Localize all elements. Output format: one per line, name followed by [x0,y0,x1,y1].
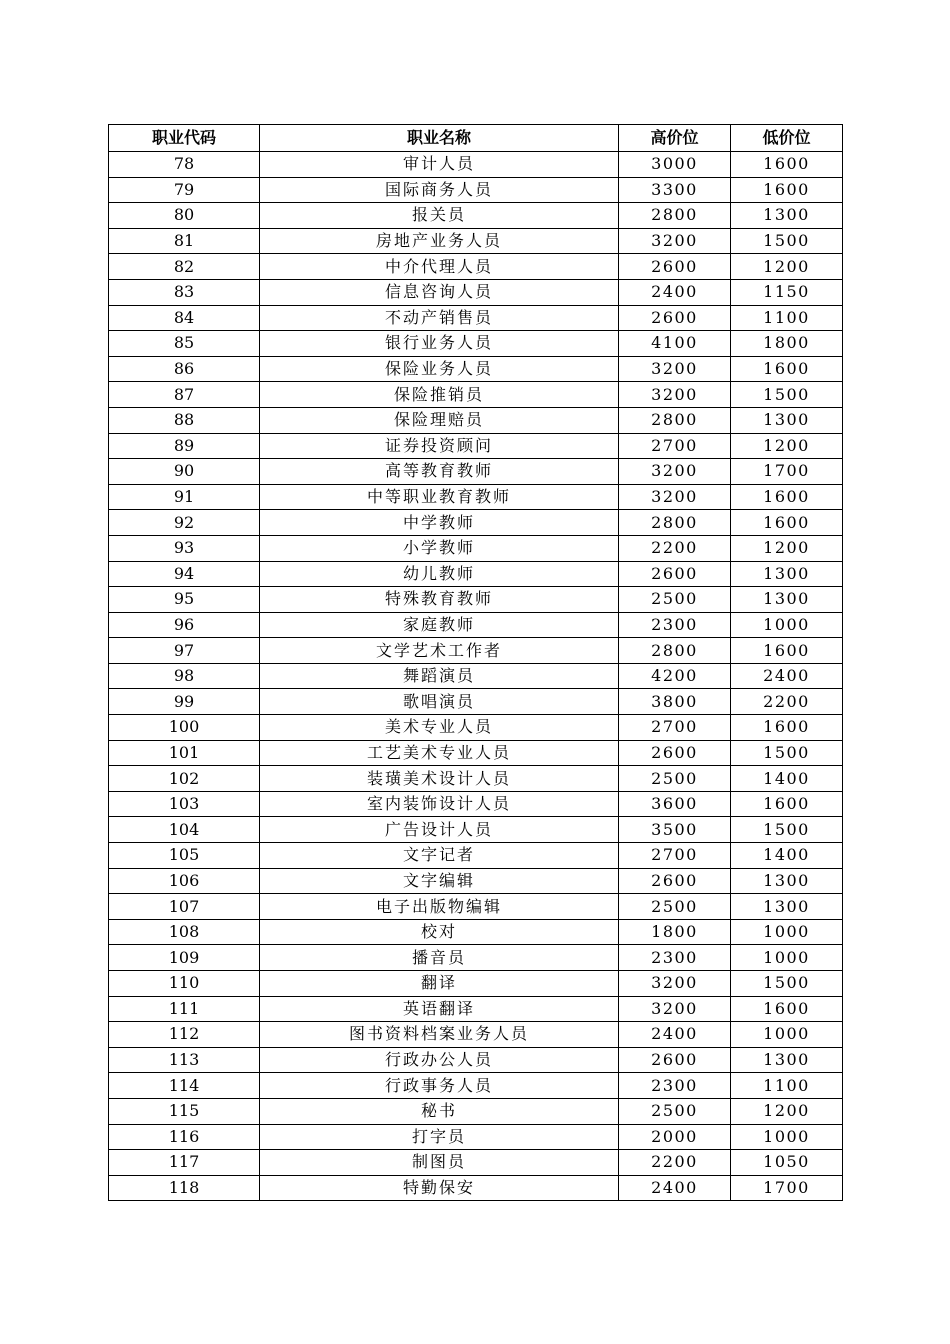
cell-name: 歌唱演员 [260,689,619,715]
cell-high-price: 3000 [619,152,731,178]
cell-high-price: 2600 [619,868,731,894]
cell-name: 制图员 [260,1150,619,1176]
cell-code: 109 [109,945,260,971]
table-row [109,587,843,613]
cell-code: 86 [109,356,260,382]
cell-high-price: 2500 [619,587,731,613]
wage-table [108,124,843,1201]
cell-high-price: 2500 [619,766,731,792]
wage-table-container [108,124,842,1201]
table-row [109,228,843,254]
cell-low-price: 1200 [731,535,843,561]
header-high: 高价位 [619,125,731,152]
table-row [109,1098,843,1124]
cell-code: 104 [109,817,260,843]
cell-high-price: 3800 [619,689,731,715]
cell-name: 信息咨询人员 [260,279,619,305]
cell-high-price: 3600 [619,791,731,817]
cell-low-price: 1500 [731,740,843,766]
header-name: 职业名称 [260,125,619,152]
cell-name: 不动产销售员 [260,305,619,331]
cell-low-price: 1300 [731,407,843,433]
table-row [109,177,843,203]
cell-name: 电子出版物编辑 [260,894,619,920]
cell-high-price: 2600 [619,1047,731,1073]
table-row [109,1150,843,1176]
table-row [109,766,843,792]
cell-code: 81 [109,228,260,254]
cell-high-price: 2700 [619,843,731,869]
cell-high-price: 4200 [619,663,731,689]
table-row [109,356,843,382]
cell-name: 保险推销员 [260,382,619,408]
table-row [109,894,843,920]
cell-low-price: 1300 [731,1047,843,1073]
cell-low-price: 1100 [731,305,843,331]
table-row [109,971,843,997]
cell-high-price: 2400 [619,279,731,305]
cell-code: 114 [109,1073,260,1099]
table-row [109,279,843,305]
cell-high-price: 3200 [619,382,731,408]
cell-name: 广告设计人员 [260,817,619,843]
cell-code: 118 [109,1175,260,1201]
cell-code: 78 [109,152,260,178]
cell-low-price: 1200 [731,254,843,280]
cell-low-price: 1800 [731,331,843,357]
cell-code: 91 [109,484,260,510]
cell-name: 高等教育教师 [260,459,619,485]
cell-high-price: 2500 [619,1098,731,1124]
table-row [109,740,843,766]
cell-name: 文学艺术工作者 [260,638,619,664]
cell-name: 小学教师 [260,535,619,561]
cell-low-price: 1700 [731,1175,843,1201]
cell-high-price: 2300 [619,612,731,638]
table-row [109,868,843,894]
cell-low-price: 1600 [731,715,843,741]
cell-code: 105 [109,843,260,869]
cell-name: 秘书 [260,1098,619,1124]
cell-name: 银行业务人员 [260,331,619,357]
cell-high-price: 3200 [619,971,731,997]
cell-name: 行政办公人员 [260,1047,619,1073]
cell-high-price: 2700 [619,715,731,741]
cell-code: 95 [109,587,260,613]
table-row [109,331,843,357]
cell-code: 84 [109,305,260,331]
cell-code: 82 [109,254,260,280]
table-row [109,1175,843,1201]
cell-name: 装璜美术设计人员 [260,766,619,792]
cell-name: 翻译 [260,971,619,997]
cell-code: 102 [109,766,260,792]
cell-name: 证券投资顾问 [260,433,619,459]
cell-code: 103 [109,791,260,817]
cell-high-price: 2400 [619,1175,731,1201]
cell-name: 中学教师 [260,510,619,536]
header-code: 职业代码 [109,125,260,152]
table-row [109,996,843,1022]
cell-high-price: 2800 [619,407,731,433]
cell-high-price: 2600 [619,740,731,766]
cell-code: 111 [109,996,260,1022]
cell-low-price: 1300 [731,587,843,613]
cell-high-price: 4100 [619,331,731,357]
cell-low-price: 1500 [731,817,843,843]
cell-code: 97 [109,638,260,664]
cell-code: 112 [109,1022,260,1048]
table-row [109,484,843,510]
cell-code: 85 [109,331,260,357]
table-row [109,1047,843,1073]
table-row [109,945,843,971]
cell-code: 88 [109,407,260,433]
cell-low-price: 1600 [731,356,843,382]
header-row [109,125,843,152]
table-row [109,561,843,587]
table-row [109,1073,843,1099]
cell-code: 94 [109,561,260,587]
cell-code: 80 [109,203,260,229]
cell-code: 101 [109,740,260,766]
cell-code: 96 [109,612,260,638]
cell-low-price: 1200 [731,433,843,459]
cell-name: 舞蹈演员 [260,663,619,689]
cell-name: 幼儿教师 [260,561,619,587]
cell-code: 116 [109,1124,260,1150]
cell-low-price: 1000 [731,612,843,638]
table-row [109,919,843,945]
cell-name: 国际商务人员 [260,177,619,203]
cell-low-price: 1400 [731,766,843,792]
cell-name: 室内装饰设计人员 [260,791,619,817]
cell-low-price: 1500 [731,228,843,254]
cell-code: 107 [109,894,260,920]
cell-low-price: 2200 [731,689,843,715]
cell-high-price: 2200 [619,535,731,561]
table-body [109,152,843,1201]
cell-low-price: 1600 [731,177,843,203]
cell-code: 93 [109,535,260,561]
cell-low-price: 1150 [731,279,843,305]
table-header [109,125,843,152]
cell-high-price: 2600 [619,254,731,280]
table-row [109,510,843,536]
cell-code: 106 [109,868,260,894]
cell-code: 92 [109,510,260,536]
cell-low-price: 1000 [731,919,843,945]
cell-low-price: 2400 [731,663,843,689]
cell-low-price: 1600 [731,510,843,536]
cell-high-price: 2200 [619,1150,731,1176]
table-row [109,817,843,843]
cell-high-price: 3500 [619,817,731,843]
cell-low-price: 1600 [731,152,843,178]
cell-name: 播音员 [260,945,619,971]
cell-low-price: 1300 [731,868,843,894]
cell-name: 房地产业务人员 [260,228,619,254]
cell-name: 英语翻译 [260,996,619,1022]
cell-high-price: 2600 [619,305,731,331]
cell-low-price: 1300 [731,894,843,920]
table-row [109,254,843,280]
table-row [109,843,843,869]
cell-name: 工艺美术专业人员 [260,740,619,766]
cell-low-price: 1500 [731,382,843,408]
cell-high-price: 3200 [619,996,731,1022]
table-row [109,305,843,331]
cell-high-price: 3200 [619,356,731,382]
cell-high-price: 3200 [619,459,731,485]
cell-high-price: 2400 [619,1022,731,1048]
cell-name: 图书资料档案业务人员 [260,1022,619,1048]
cell-code: 79 [109,177,260,203]
table-row [109,689,843,715]
cell-code: 98 [109,663,260,689]
table-row [109,1022,843,1048]
cell-high-price: 2800 [619,510,731,536]
table-row [109,152,843,178]
cell-low-price: 1050 [731,1150,843,1176]
cell-low-price: 1600 [731,996,843,1022]
cell-name: 打字员 [260,1124,619,1150]
cell-high-price: 2000 [619,1124,731,1150]
cell-code: 108 [109,919,260,945]
cell-code: 99 [109,689,260,715]
cell-name: 家庭教师 [260,612,619,638]
cell-low-price: 1100 [731,1073,843,1099]
cell-code: 100 [109,715,260,741]
cell-high-price: 2300 [619,945,731,971]
cell-high-price: 2600 [619,561,731,587]
cell-name: 保险理赔员 [260,407,619,433]
cell-high-price: 2500 [619,894,731,920]
cell-code: 117 [109,1150,260,1176]
cell-low-price: 1500 [731,971,843,997]
cell-name: 审计人员 [260,152,619,178]
table-row [109,715,843,741]
cell-name: 报关员 [260,203,619,229]
table-row [109,203,843,229]
table-row [109,433,843,459]
cell-name: 中等职业教育教师 [260,484,619,510]
cell-name: 文字编辑 [260,868,619,894]
cell-code: 90 [109,459,260,485]
cell-name: 校对 [260,919,619,945]
cell-low-price: 1000 [731,1124,843,1150]
cell-low-price: 1300 [731,561,843,587]
cell-low-price: 1200 [731,1098,843,1124]
cell-code: 87 [109,382,260,408]
cell-high-price: 2700 [619,433,731,459]
table-row [109,791,843,817]
cell-low-price: 1600 [731,484,843,510]
table-row [109,459,843,485]
header-low: 低价位 [731,125,843,152]
cell-name: 特勤保安 [260,1175,619,1201]
table-row [109,663,843,689]
cell-low-price: 1600 [731,638,843,664]
cell-code: 83 [109,279,260,305]
table-row [109,407,843,433]
cell-code: 113 [109,1047,260,1073]
cell-code: 110 [109,971,260,997]
cell-high-price: 3200 [619,484,731,510]
cell-high-price: 3200 [619,228,731,254]
cell-high-price: 2800 [619,203,731,229]
cell-name: 特殊教育教师 [260,587,619,613]
cell-low-price: 1000 [731,1022,843,1048]
cell-high-price: 2800 [619,638,731,664]
cell-high-price: 3300 [619,177,731,203]
cell-name: 保险业务人员 [260,356,619,382]
cell-low-price: 1700 [731,459,843,485]
cell-name: 行政事务人员 [260,1073,619,1099]
cell-code: 89 [109,433,260,459]
cell-name: 文字记者 [260,843,619,869]
table-row [109,382,843,408]
cell-low-price: 1600 [731,791,843,817]
table-row [109,638,843,664]
table-row [109,612,843,638]
table-row [109,535,843,561]
cell-high-price: 1800 [619,919,731,945]
cell-low-price: 1300 [731,203,843,229]
cell-high-price: 2300 [619,1073,731,1099]
cell-code: 115 [109,1098,260,1124]
cell-name: 中介代理人员 [260,254,619,280]
cell-low-price: 1400 [731,843,843,869]
cell-name: 美术专业人员 [260,715,619,741]
table-row [109,1124,843,1150]
cell-low-price: 1000 [731,945,843,971]
